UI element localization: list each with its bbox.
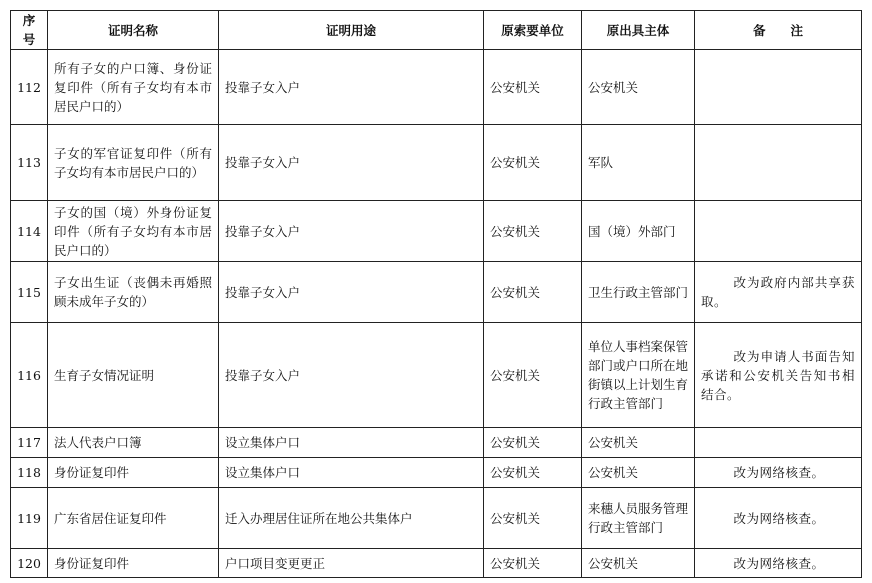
cell-seq: 120 [11,549,48,578]
certificate-table [10,10,862,578]
table-row [11,323,862,428]
cell-remark: 改为网络核查。 [695,549,862,578]
cell-issuer: 军队 [582,125,695,201]
cell-requester: 公安机关 [484,201,582,262]
header-remark: 备 注 [695,11,862,50]
table-row [11,201,862,262]
cell-name: 法人代表户口簿 [48,428,219,458]
cell-use: 户口项目变更更正 [219,549,484,578]
cell-remark [695,125,862,201]
cell-issuer: 单位人事档案保管部门或户口所在地街镇以上计划生育行政主管部门 [582,323,695,428]
cell-remark [695,201,862,262]
cell-remark: 改为政府内部共享获取。 [695,262,862,323]
cell-seq: 114 [11,201,48,262]
cell-requester: 公安机关 [484,50,582,125]
cell-use: 投靠子女入户 [219,323,484,428]
cell-issuer: 国（境）外部门 [582,201,695,262]
header-seq: 序号 [11,11,48,50]
cell-remark: 改为申请人书面告知承诺和公安机关告知书相结合。 [695,323,862,428]
cell-seq: 113 [11,125,48,201]
cell-requester: 公安机关 [484,323,582,428]
cell-name: 子女的军官证复印件（所有子女均有本市居民户口的） [48,125,219,201]
cell-use: 投靠子女入户 [219,50,484,125]
cell-issuer: 公安机关 [582,458,695,488]
table-row [11,262,862,323]
cell-requester: 公安机关 [484,428,582,458]
cell-name: 身份证复印件 [48,458,219,488]
cell-name: 广东省居住证复印件 [48,488,219,549]
header-use: 证明用途 [219,11,484,50]
cell-seq: 118 [11,458,48,488]
cell-remark [695,428,862,458]
cell-use: 投靠子女入户 [219,201,484,262]
cell-remark: 改为网络核查。 [695,488,862,549]
cell-remark [695,50,862,125]
cell-name: 身份证复印件 [48,549,219,578]
table-row [11,428,862,458]
table-row [11,125,862,201]
cell-issuer: 公安机关 [582,549,695,578]
header-issuer: 原出具主体 [582,11,695,50]
cell-requester: 公安机关 [484,125,582,201]
table-row [11,488,862,549]
cell-issuer: 卫生行政主管部门 [582,262,695,323]
cell-requester: 公安机关 [484,549,582,578]
cell-use: 投靠子女入户 [219,262,484,323]
cell-seq: 119 [11,488,48,549]
table-body [11,50,862,578]
cell-seq: 116 [11,323,48,428]
cell-use: 设立集体户口 [219,428,484,458]
table-row [11,458,862,488]
cell-use: 迁入办理居住证所在地公共集体户 [219,488,484,549]
cell-issuer: 来穗人员服务管理行政主管部门 [582,488,695,549]
header-name: 证明名称 [48,11,219,50]
table-row [11,50,862,125]
cell-issuer: 公安机关 [582,50,695,125]
cell-requester: 公安机关 [484,488,582,549]
header-requester: 原索要单位 [484,11,582,50]
table-row [11,549,862,578]
cell-requester: 公安机关 [484,458,582,488]
cell-name: 所有子女的户口簿、身份证复印件（所有子女均有本市居民户口的） [48,50,219,125]
cell-seq: 117 [11,428,48,458]
cell-seq: 115 [11,262,48,323]
cell-use: 设立集体户口 [219,458,484,488]
cell-requester: 公安机关 [484,262,582,323]
header-row [11,11,862,50]
cell-remark: 改为网络核查。 [695,458,862,488]
cell-use: 投靠子女入户 [219,125,484,201]
cell-name: 子女的国（境）外身份证复印件（所有子女均有本市居民户口的） [48,201,219,262]
cell-seq: 112 [11,50,48,125]
cell-name: 子女出生证（丧偶未再婚照顾未成年子女的） [48,262,219,323]
cell-issuer: 公安机关 [582,428,695,458]
cell-name: 生育子女情况证明 [48,323,219,428]
